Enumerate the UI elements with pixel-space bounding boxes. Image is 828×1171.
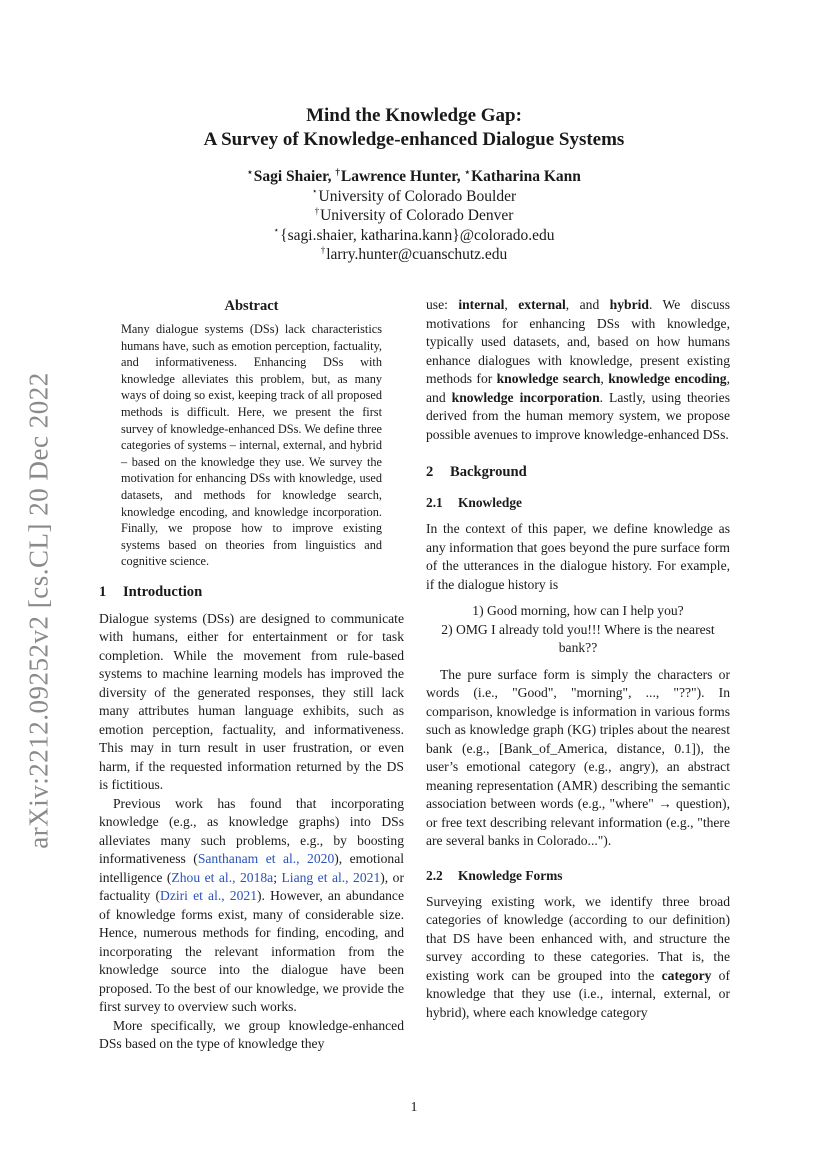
intro-paragraph-2 — [99, 795, 404, 1017]
abstract-text: Many dialogue systems (DSs) lack characteristics humans have, such as emotion perception, factuality, and informativeness. Enhancing DSs with knowledge alleviates this problem, but, as many ways of doing so exist, keeping track of all proposed methods is difficult. Here, we present the first survey of knowledge-enhanced DSs. We define three categories of systems – internal, external, and hybrid – based on the knowledge they use. We survey the motivation for enhancing DSs with knowledge, used datasets, and methods for knowledge search, knowledge encoding, and knowledge incorporation. Finally, we propose how to improve existing systems based on theories from linguistics and cognitive science. — [121, 322, 382, 569]
section-1-number: 1 — [99, 583, 107, 600]
term-hybrid: hybrid — [609, 297, 649, 312]
section-1-heading — [99, 582, 404, 602]
term-knowledge-incorporation: knowledge incorporation — [451, 389, 600, 405]
term-knowledge-search: knowledge search — [496, 371, 601, 386]
term-external: external — [518, 297, 566, 312]
affiliation-1-text: University of Colorado Boulder — [318, 187, 517, 205]
citation-santhanam-2020[interactable]: Santhanam et al., 2020 — [197, 851, 335, 867]
intro-p2-text-b: ), emotional intelligence ( — [99, 851, 405, 885]
subsection-2-1-title: Knowledge — [458, 495, 522, 510]
email-2 — [0, 245, 828, 265]
cont-text-f: , and — [426, 371, 731, 405]
author-block — [0, 167, 828, 265]
forms-text-a: Surveying existing work, we identify three broad categories of knowledge (according to our definition) that DS have been enhanced with, and structure the survey according to these categories. That is, the existing work can be grouped into the — [426, 893, 730, 983]
dialogue-example — [426, 602, 730, 658]
paper-header — [0, 104, 828, 265]
arxiv-identifier-stamp — [18, 340, 60, 880]
abstract-heading: Abstract — [224, 298, 279, 314]
email-1 — [0, 226, 828, 246]
affiliation-1-mark: ⋆ — [311, 186, 318, 197]
affiliation-1 — [0, 187, 828, 207]
section-2-heading — [426, 462, 730, 482]
affiliation-2-mark: † — [314, 205, 320, 216]
email-1-text: {sagi.shaier, katharina.kann}@colorado.edu — [280, 226, 555, 244]
author-3-mark: ⋆ — [464, 166, 471, 177]
author-2: Lawrence Hunter, — [340, 168, 461, 185]
author-2-mark: † — [335, 166, 340, 177]
knowledge-paragraph-2: The pure surface form is simply the characters or words (i.e., "Good", "morning", ..., "??"). In comparison, knowledge is information in various forms such as knowledge graph (KG) triples about the nearest bank (e.g., [Bank_of_America, distance, 0.1]), the user’s emotional category (e.g., angry), an abstract meaning representation (AMR) describing the semantic association between words (e.g., "where" → question), or free text describing relevant information (e.g., "there are several banks in Colorado..."). — [426, 666, 730, 848]
term-internal: internal — [458, 297, 505, 312]
author-1-mark: ⋆ — [247, 166, 253, 177]
intro-p2-text-d: ), or factuality ( — [99, 869, 404, 904]
affiliation-2-text: University of Colorado Denver — [320, 207, 514, 224]
dialogue-line-1: 1) Good morning, how can I help you? — [472, 603, 684, 618]
title-line-2: A Survey of Knowledge-enhanced Dialogue Systems — [203, 129, 625, 150]
cont-text-e: , — [600, 371, 609, 386]
intro-p2-text-a: Previous work has found that incorporating knowledge (e.g., as knowledge graphs) into DSs alleviates many such problems, e.g., by boosting informativeness ( — [99, 795, 404, 867]
email-1-mark: ⋆ — [273, 225, 280, 236]
author-names — [0, 167, 828, 187]
section-1-title: Introduction — [123, 583, 203, 600]
page-number: 1 — [410, 1100, 418, 1115]
affiliation-2 — [0, 206, 828, 226]
knowledge-forms-paragraph — [426, 893, 730, 1023]
term-knowledge-encoding: knowledge encoding — [608, 371, 727, 386]
intro-p2-text-e: ). However, an abundance of knowledge forms exist, many of considerable size. Hence, numerous methods for finding, encoding, and incorporating the relevant information from the knowledge source into the dialogue have been proposed. To the best of our knowledge, we provide the first survey to overview such works. — [99, 888, 404, 1015]
cont-text-d: . We discuss motivations for enhancing DSs with knowledge, typically used datasets, and, based on how humans enhance dialogues with knowledge, present existing methods for — [426, 297, 731, 386]
knowledge-paragraph-1: In the context of this paper, we define knowledge as any information that goes beyond the pure surface form of the utterances in the dialogue history. For example, if the dialogue history is — [426, 521, 730, 592]
subsection-2-2-heading — [426, 867, 730, 885]
section-2-title: Background — [450, 464, 527, 480]
dialogue-line-2: 2) OMG I already told you!!! Where is the nearest bank?? — [441, 621, 715, 655]
intro-continuation-paragraph — [426, 296, 730, 444]
cont-text-g: . Lastly, using theories derived from the human memory system, we propose possible avenues to improve knowledge-enhanced DSs. — [426, 389, 731, 442]
email-2-text: larry.hunter@cuanschutz.edu — [326, 246, 508, 263]
cont-text-c: , and — [565, 297, 610, 312]
right-column — [426, 296, 730, 1022]
cont-text-b: , — [504, 297, 519, 312]
arxiv-identifier-text: arXiv:2212.09252v2 [cs.CL] 20 Dec 2022 — [23, 371, 54, 849]
cont-text-a: use: — [426, 297, 459, 312]
email-2-mark: † — [320, 244, 326, 255]
citation-zhou-2018a[interactable]: Zhou et al., 2018a — [171, 869, 274, 885]
author-3: Katharina Kann — [471, 168, 581, 185]
title-line-1: Mind the Knowledge Gap: — [306, 105, 522, 126]
term-category: category — [661, 967, 712, 983]
subsection-2-2-number: 2.2 — [426, 867, 443, 883]
subsection-2-2-title: Knowledge Forms — [458, 867, 563, 883]
subsection-2-1-heading — [426, 494, 730, 512]
citation-liang-2021[interactable]: Liang et al., 2021 — [281, 869, 381, 885]
intro-paragraph-3: More specifically, we group knowledge-enhanced DSs based on the type of knowledge they — [99, 1017, 404, 1052]
paper-title — [0, 104, 828, 152]
citation-dziri-2021[interactable]: Dziri et al., 2021 — [160, 888, 257, 904]
forms-text-b: of knowledge that they use (i.e., internal, external, or hybrid), where each knowledge category — [426, 967, 730, 1020]
author-1: Sagi Shaier, — [253, 168, 332, 185]
intro-p2-text-c: ; — [273, 869, 282, 885]
section-2-number: 2 — [426, 464, 434, 480]
left-column — [99, 296, 404, 1054]
intro-paragraph-1: Dialogue systems (DSs) are designed to communicate with humans, either for entertainment or for task completion. While the movement from rule-based systems to machine learning models has improved the diversity of the generated responses, they still lack many attributes human language exhibits, such as emotion perception, factuality, and informativeness. This may in turn result in user frustration, or even harm, if the requested information returned by the DS is fictitious. — [99, 610, 404, 793]
subsection-2-1-number: 2.1 — [426, 495, 443, 510]
